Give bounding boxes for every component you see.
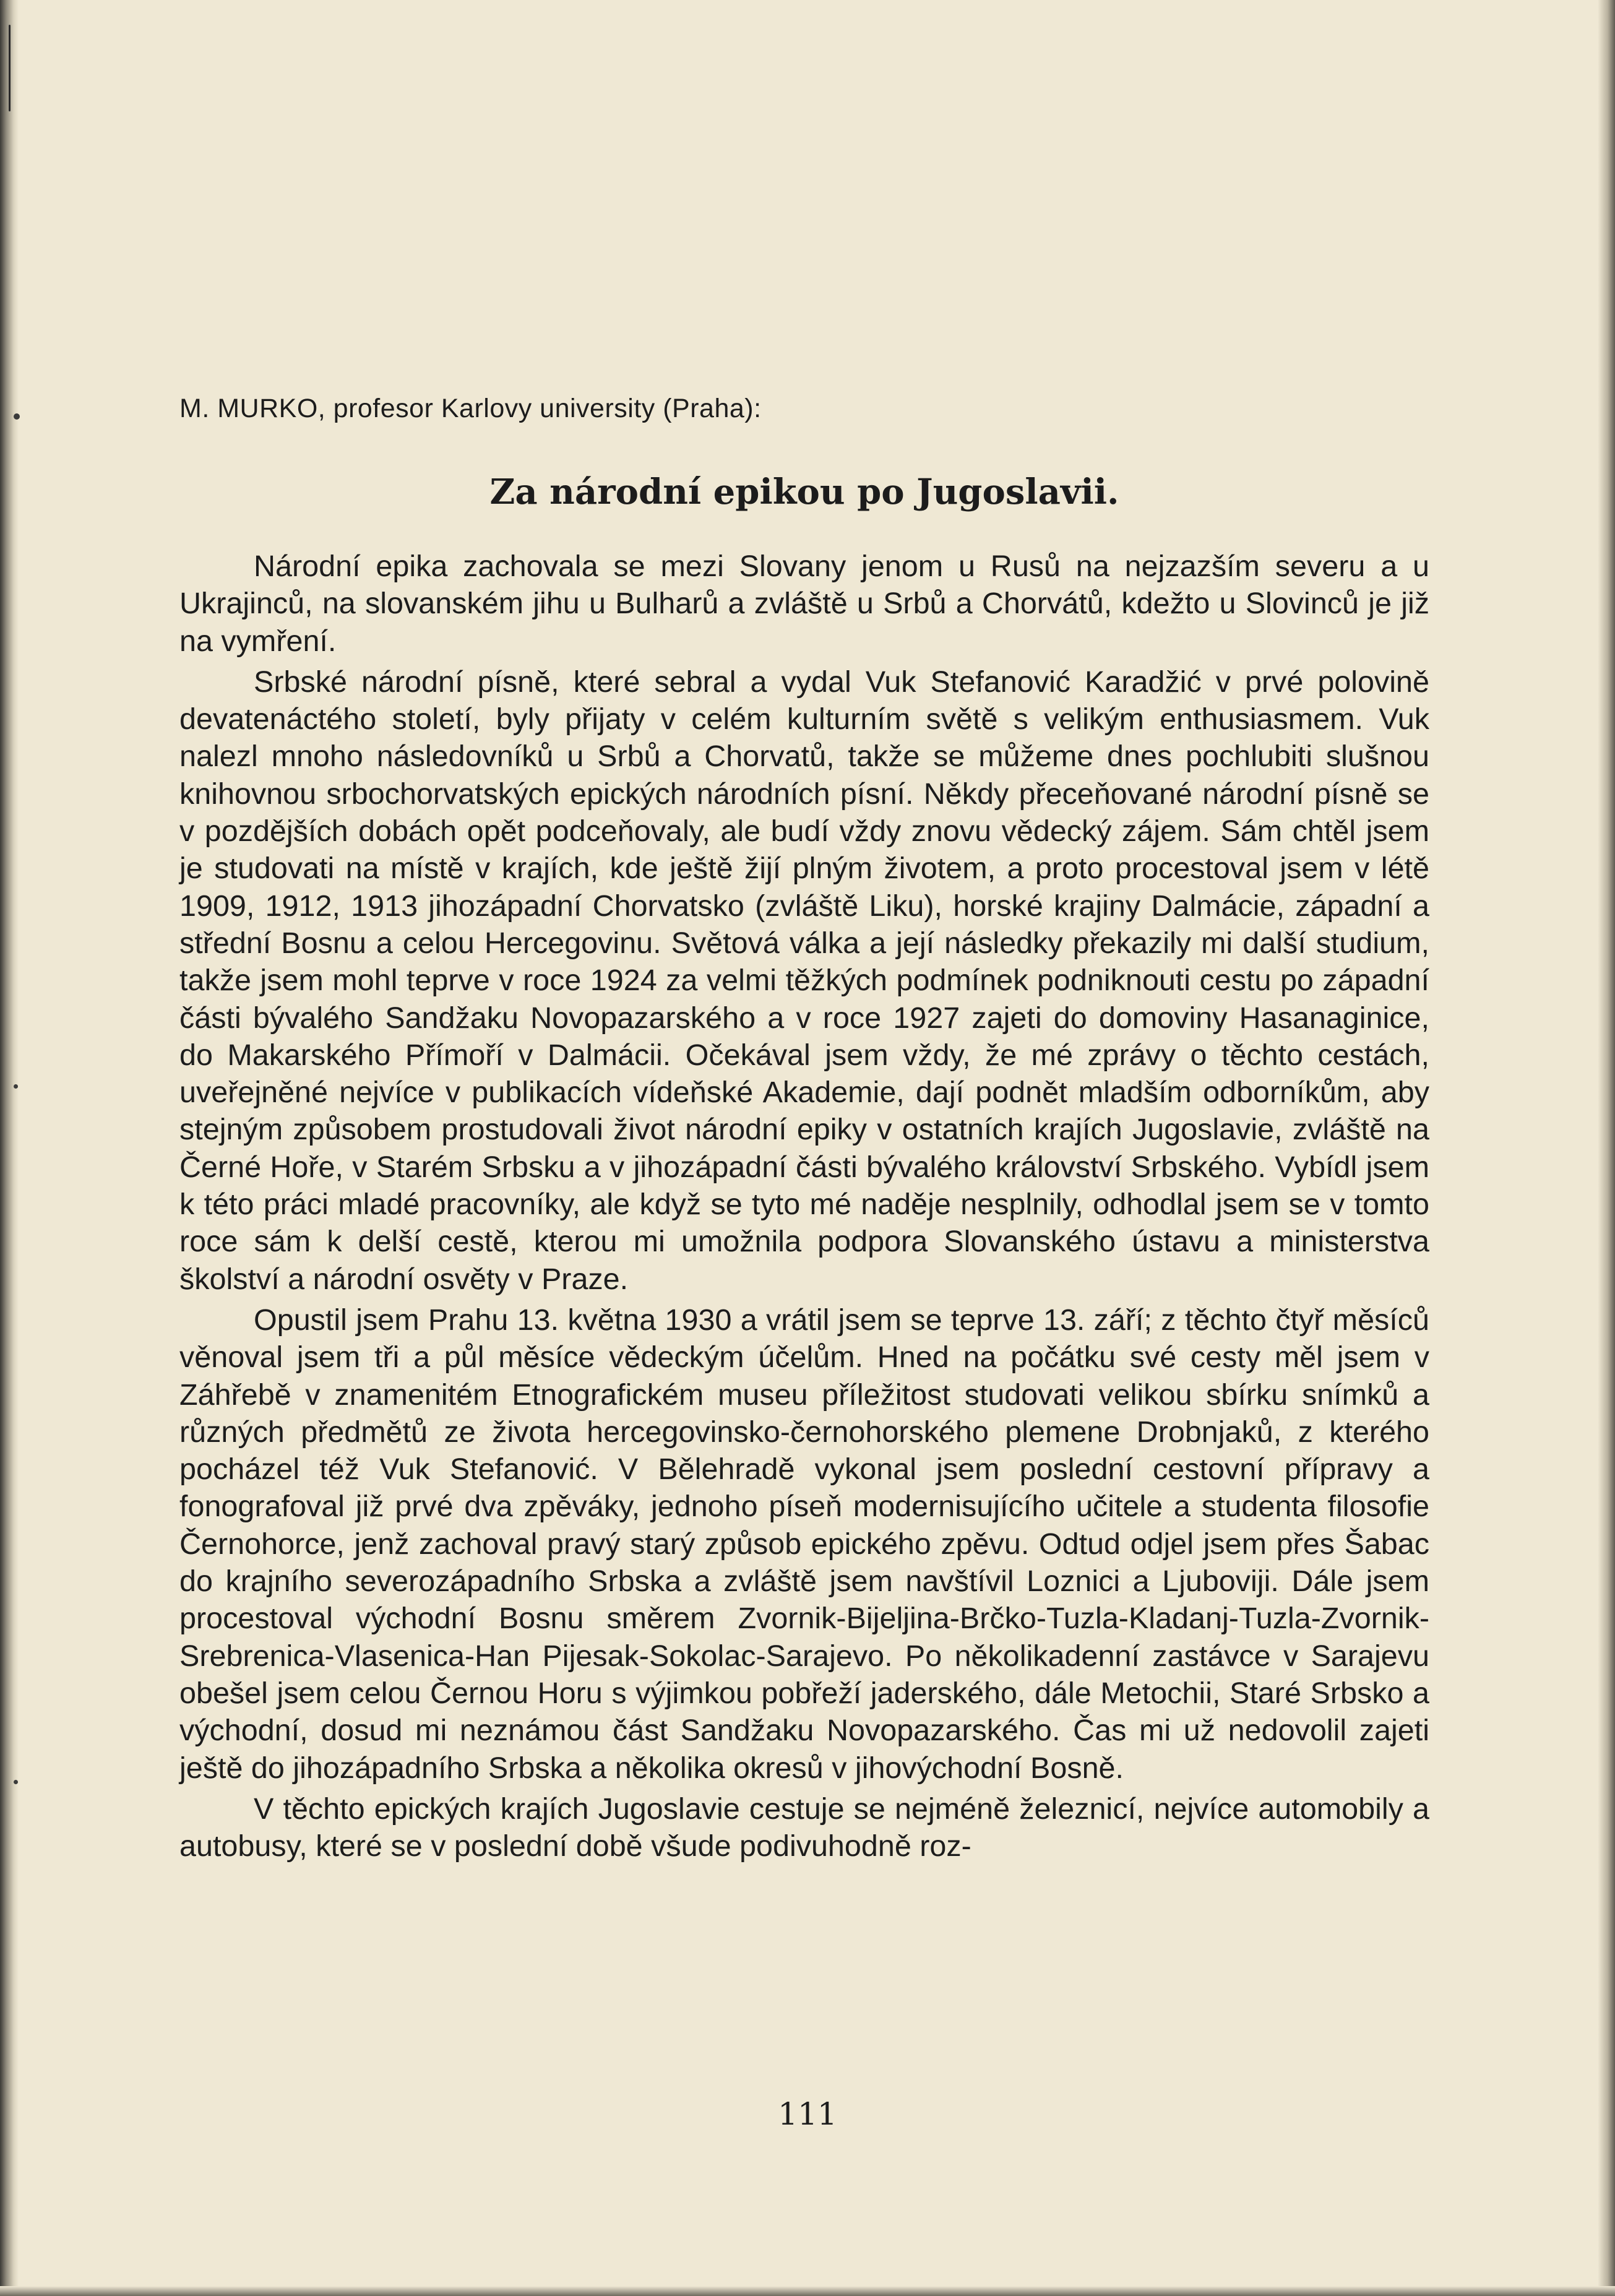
paragraph: V těchto epických krajích Jugoslavie cestuje se nejméně železnicí, nejvíce automobily a autobusy, které se v poslední době všude podivuhodně roz- bbox=[179, 1792, 1429, 1863]
page-right-edge bbox=[1598, 0, 1615, 2296]
binding-edge bbox=[0, 0, 19, 2296]
margin-speck bbox=[14, 1084, 18, 1089]
paragraph: Opustil jsem Prahu 13. května 1930 a vrátil jsem se teprve 13. září; z těchto čtyř měsíců věnoval jsem tři a půl měsíce vědeckým účelům. Hned na počátku své cesty měl jsem v Záhřebě v znamenitém Etnografickém museu příležitost studovati velikou sbírku snímků a různých předmětů ze života hercegovinsko-černohorského plemene Drobnjaků, z kterého pocházel též Vuk Stefanović. V Bělehradě vykonal jsem poslední cestovní přípravy a fonografoval již prvé dva zpěváky, jednoho píseň modernisujícího učitele a studenta filosofie Černohorce, jenž zachoval pravý starý způsob epického zpěvu. Odtud odjel jsem přes Šabac do krajního severozápadního Srbska a zvláště jsem navštívil Loznici a Ljuboviji. Dále jsem procestoval východní Bosnu směrem Zvornik-Bijeljina-Brčko-Tuzla-Kladanj-Tuzla-Zvornik-Srebrenica-Vlasenica-Han Pijesak-Sokolac-Sarajevo. Po několikadenní zastávce v Sarajevu obešel jsem celou Černou Horu s výjimkou pobřeží jaderského, dále Metochii, Staré Srbsko a východní, dosud mi neznámou část Sandžaku Novopazarského. Čas mi už nedovolil zajeti ještě do jihozápadního Srbska a několika okresů v jihovýchodní Bosně. bbox=[179, 1303, 1429, 1785]
paragraph: Srbské národní písně, které sebral a vydal Vuk Stefanović Karadžić v prvé polovině devatenáctého století, byly přijaty v celém kulturním světě s velikým enthusiasmem. Vuk nalezl mnoho následovníků u Srbů a Chorvatů, takže se můžeme dnes pochlubiti slušnou knihovnou srbochorvatských epických národních písní. Někdy přeceňované národní písně se v pozdějších dobách opět podceňovaly, ale budí vždy znovu vědecký zájem. Sám chtěl jsem je studovati na místě v krajích, kde ještě žijí plným životem, a proto procestoval jsem v létě 1909, 1912, 1913 jihozápadní Chorvatsko (zvláště Liku), horské krajiny Dalmácie, západní a střední Bosnu a celou Hercegovinu. Světová válka a její následky překazily mi další studium, takže jsem mohl teprve v roce 1924 za velmi těžkých podmínek podniknouti cestu po západní části bývalého Sandžaku Novopazarského a v roce 1927 zajeti do domoviny Hasanaginice, do Makarského Přímoří v Dalmácii. Očekával jsem vždy, že mé zprávy o těchto cestách, uveřejněné nejvíce v publikacích vídeňské Akademie, dají podnět mladším odborníkům, aby stejným způsobem prostudovali život národní epiky v ostatních krajích Jugoslavie, zvláště na Černé Hoře, v Starém Srbsku a v jihozápadní části bývalého království Srbského. Vybídl jsem k této práci mladé pracovníky, ale když se tyto mé naděje nesplnily, odhodlal jsem se v tomto roce sám k delší cestě, kterou mi umožnila podpora Slovanského ústavu a ministerstva školství a národní osvěty v Praze. bbox=[179, 665, 1429, 1296]
article-body bbox=[179, 371, 1429, 1865]
paragraph: Národní epika zachovala se mezi Slovany jenom u Rusů na nejzazším severu a u Ukrajinců, na slovanském jihu u Bulharů a zvláště u Srbů a Chorvátů, kdežto u Slovinců je již na vymření. bbox=[179, 550, 1429, 658]
page-number: 111 bbox=[778, 2096, 837, 2132]
margin-speck bbox=[14, 1780, 18, 1784]
binding-mark bbox=[9, 25, 11, 111]
page-bottom-edge bbox=[0, 2286, 1615, 2296]
article-title: Za národní epikou po Jugoslavii. bbox=[489, 472, 1119, 512]
margin-speck bbox=[14, 413, 20, 420]
author-byline: M. MURKO, profesor Karlovy university (Praha): bbox=[179, 394, 762, 423]
